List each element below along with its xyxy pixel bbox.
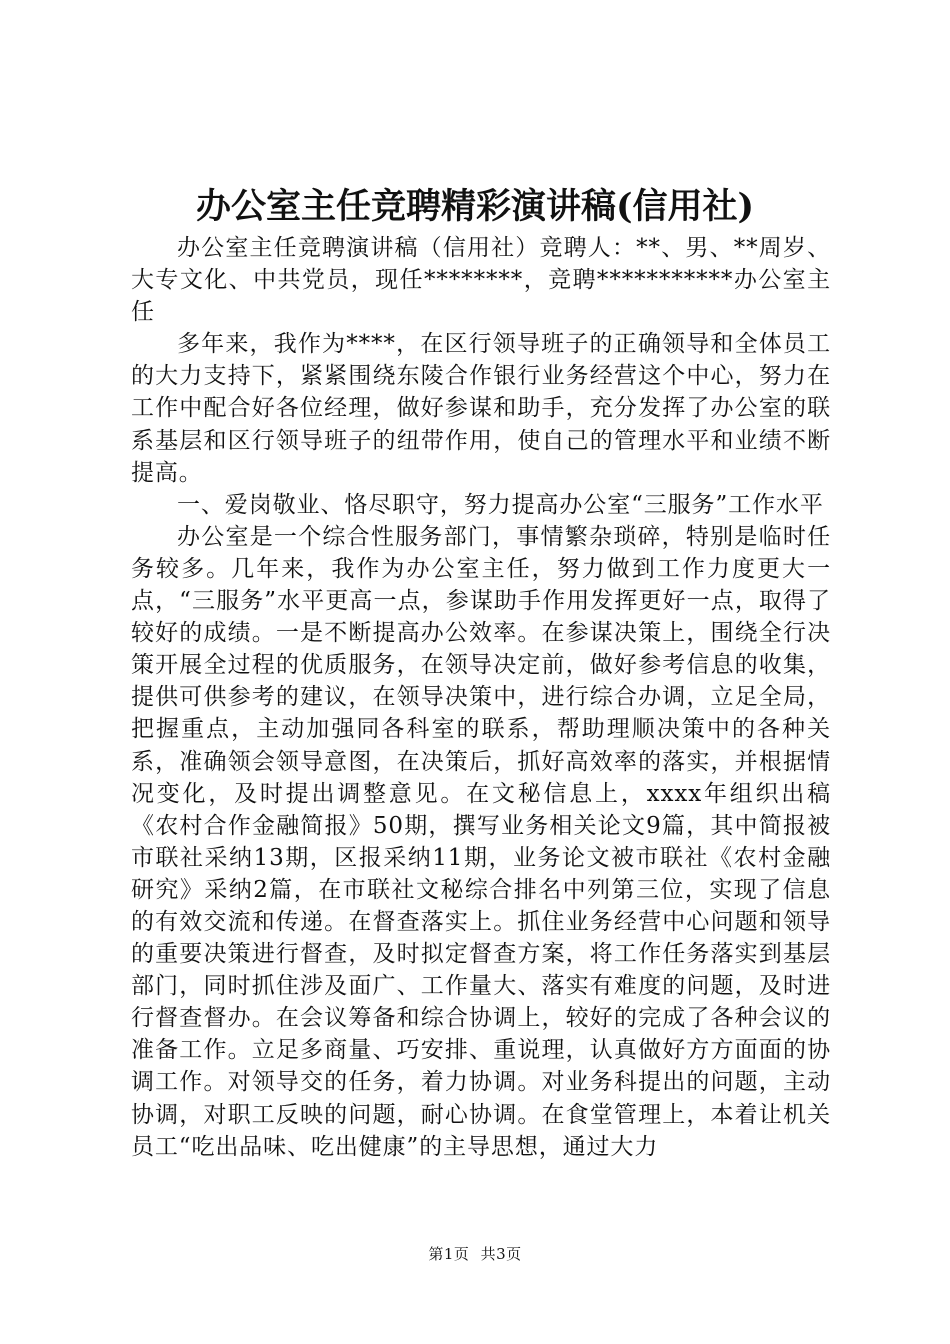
page-number: 第1页 xyxy=(428,1245,470,1263)
paragraph-intro: 办公室主任竞聘演讲稿（信用社）竞聘人：**、男、**周岁、大专文化、中共党员，现任********，竞聘***********办公室主任 xyxy=(131,235,831,326)
page-footer xyxy=(0,1244,950,1264)
document-title: 办公室主任竞聘精彩演讲稿(信用社) xyxy=(195,186,755,227)
section-heading-1: 一、爱岗敬业、恪尽职守，努力提高办公室“三服务”工作水平 xyxy=(177,491,824,518)
document-body xyxy=(131,232,831,1163)
paragraph-overview: 多年来，我作为****，在区行领导班子的正确领导和全体员工的大力支持下，紧紧围绕东陵合作银行业务经营这个中心，努力在工作中配合好各位经理，做好参谋和助手，充分发挥了办公室的联系基层和区行领导班子的纽带作用，使自己的管理水平和业绩不断提高。 xyxy=(131,331,831,486)
page-total: 共3页 xyxy=(480,1245,522,1263)
paragraph-office-work: 办公室是一个综合性服务部门，事情繁杂琐碎，特别是临时任务较多。几年来，我作为办公室主任，努力做到工作力度更大一点，“三服务”水平更高一点，参谋助手作用发挥更好一点，取得了较好的成绩。一是不断提高办公效率。在参谋决策上，围绕全行决策开展全过程的优质服务，在领导决定前，做好参考信息的收集，提供可供参考的建议，在领导决策中，进行综合办调，立足全局，把握重点，主动加强同各科室的联系，帮助理顺决策中的各种关系，准确领会领导意图，在决策后，抓好高效率的落实，并根据情况变化，及时提出调整意见。在文秘信息上，xxxx年组织出稿《农村合作金融简报》50期，撰写业务相关论文9篇，其中简报被市联社采纳13期，区报采纳11期，业务论文被市联社《农村金融研究》采纳2篇，在市联社文秘综合排名中列第三位，实现了信息的有效交流和传递。在督查落实上。抓住业务经营中心问题和领导的重要决策进行督查，及时拟定督查方案，将工作任务落实到基层部门，同时抓住涉及面广、工作量大、落实有难度的问题，及时进行督查督办。在会议筹备和综合协调上，较好的完成了各种会议的准备工作。立足多商量、巧安排、重说理，认真做好方方面面的协调工作。对领导交的任务，着力协调。对业务科提出的问题，主动协调，对职工反映的问题，耐心协调。在食堂管理上，本着让机关员工“吃出品味、吃出健康”的主导思想，通过大力 xyxy=(131,523,831,1160)
